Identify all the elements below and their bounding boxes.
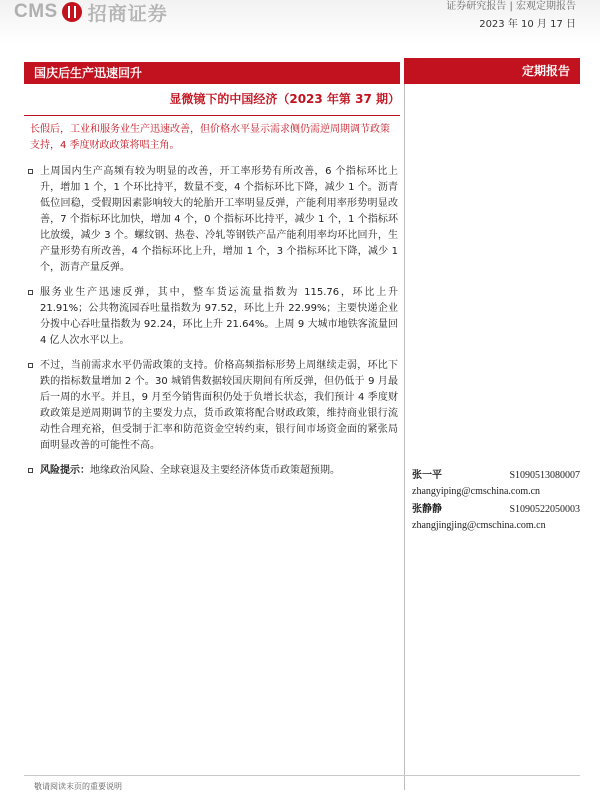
section-title: 国庆后生产迅速回升 [24,62,400,84]
main-content [28,122,398,488]
author-license-id: S1090513080007 [509,470,580,481]
logo-cn-text: 招商证券 [87,2,168,25]
bullet-item [28,358,398,454]
risk-label: 风险提示： [40,465,90,476]
author-license-id: S1090522050003 [509,504,580,515]
bullet-text: 上周国内生产高频有较为明显的改善，开工率形势有所改善，6 个指标环比上升，增加 1 个，1 个环比持平，数量不变，4 个指标环比下降，减少 1 个。沥青低位回稳，受假期因素影响较大的轮胎开工率明显反弹，产能利用率形势明显改善，7 个指标环比加快，增加 4 个，0 个指标环比持平，减少 1 个，1 个指标环比放缓，减少 3 个。螺纹钢、热卷、冷轧等钢铁产品产能利用率均环比回升，生产量形势有所改善，4 个指标环比上升，增加 1 个，3 个指标环比下降，减少 1 个，沥青产量反弹。 [40,166,398,273]
bullet-text: 服务业生产迅速反弹，其中，整车货运流量指数为 115.76，环比上升 21.91%；公共物流园吞吐量指数为 97.52，环比上升 22.99%；主要快递企业分拨中心吞吐量指数为 92.24，环比上升 21.64%。上周 9 大城市地铁客流量回 4 亿人次水平以上。 [40,287,398,346]
square-bullet-icon [28,468,33,473]
report-type: 证券研究报告 | 宏观定期报告 [446,1,576,12]
page-header [0,0,600,44]
logo-en-text: CMS [14,1,58,22]
square-bullet-icon [28,169,33,174]
footer-note: 敬请阅读末页的重要说明 [34,782,122,791]
author-name: 张一平 [412,470,442,481]
report-date: 2023 年 10 月 17 日 [479,19,576,30]
report-category: 定期报告 [404,58,580,84]
author-name: 张静静 [412,504,442,515]
subtitle-divider [24,115,400,116]
bullet-item [28,164,398,276]
logo-badge-icon [62,2,82,22]
report-subtitle: 显微镜下的中国经济（2023 年第 37 期） [169,92,400,106]
author-row [412,468,580,484]
square-bullet-icon [28,363,33,368]
header-meta [446,0,576,31]
author-email[interactable]: zhangjingjing@cmschina.com.cn [412,520,546,531]
risk-text: 地缘政治风险、全球衰退及主要经济体货币政策超预期。 [90,465,340,476]
square-bullet-icon [28,290,33,295]
company-logo [14,0,168,24]
summary-text: 长假后，工业和服务业生产迅速改善，但价格水平显示需求侧仍需逆周期调节政策支持，4 季度财政政策将唱主角。 [30,124,390,151]
column-divider [404,84,405,790]
author-email[interactable]: zhangyiping@cmschina.com.cn [412,486,541,497]
author-panel [412,468,580,534]
bullet-text: 不过，当前需求水平仍需政策的支持。价格高频指标形势上周继续走弱，环比下跌的指标数量增加 2 个。30 城销售数据较国庆期间有所反弹，但仍低于 9 月最后一周的水平。并且，9 月至今销售面积仍处于负增长状态，我们预计 4 季度财政政策是逆周期调节的主要发力点，货币政策将配合财政政策，维持商业银行流动性合理充裕，但受制于汇率和防范资金空转约束，银行间市场资金面的紧张局面明显改善的可能性不高。 [40,360,398,451]
bullet-item [28,285,398,349]
footer-divider [24,775,580,776]
risk-bullet [28,463,398,479]
author-row [412,502,580,518]
